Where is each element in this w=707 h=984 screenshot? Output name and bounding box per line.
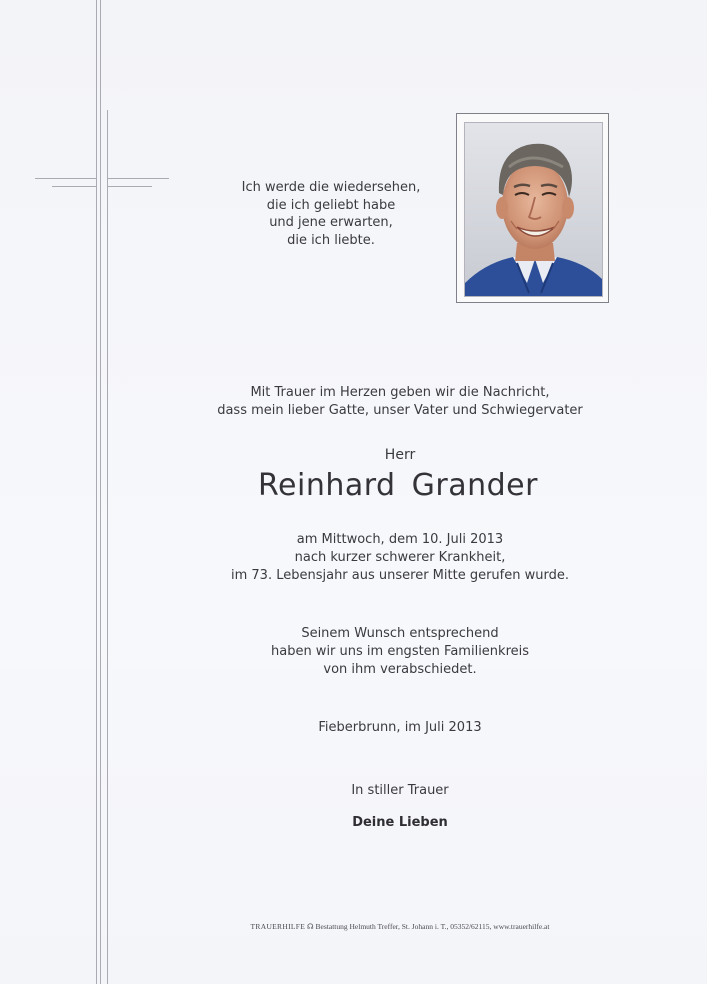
farewell-line: von ihm verabschiedet. bbox=[323, 662, 477, 677]
trauerhilfe-logo-icon: ☊ bbox=[306, 922, 314, 931]
verse-line: die ich liebte. bbox=[287, 232, 375, 248]
verse-line: die ich geliebt habe bbox=[266, 197, 396, 213]
footer-text: Bestattung Helmuth Treffer, St. Johann i. T., 05352/62115, www.trauerhilfe.at bbox=[315, 922, 550, 931]
death-notice-line: am Mittwoch, dem 10. Juli 2013 bbox=[296, 532, 504, 547]
farewell-line: haben wir uns im engsten Familienkreis bbox=[270, 644, 530, 659]
portrait-photo bbox=[464, 122, 603, 297]
verse-line: Ich werde die wiedersehen, bbox=[241, 180, 421, 195]
intro-line: dass mein lieber Gatte, unser Vater und Schwiegervater bbox=[217, 403, 583, 418]
intro-line: Mit Trauer im Herzen geben wir die Nachricht, bbox=[250, 385, 550, 400]
death-notice-line: im 73. Lebensjahr aus unserer Mitte gerufen wurde. bbox=[231, 568, 569, 583]
announcement-intro bbox=[160, 384, 640, 420]
death-notice-line: nach kurzer schwerer Krankheit, bbox=[294, 550, 506, 565]
farewell-notice bbox=[200, 625, 600, 679]
verse-line: und jene erwarten, bbox=[269, 215, 393, 230]
footer-imprint bbox=[150, 922, 650, 931]
portrait-frame bbox=[456, 113, 609, 303]
farewell-line: Seinem Wunsch entsprechend bbox=[301, 626, 499, 641]
sorrow-line: In stiller Trauer bbox=[351, 783, 449, 798]
signoff: Deine Lieben bbox=[352, 815, 448, 830]
deceased-name: Reinhard Grander bbox=[258, 468, 538, 503]
death-notice bbox=[200, 531, 600, 585]
footer-brand: TRAUERHILFE bbox=[250, 922, 306, 931]
memorial-verse bbox=[215, 179, 447, 249]
place-date: Fieberbrunn, im Juli 2013 bbox=[318, 720, 482, 735]
portrait-image bbox=[465, 123, 603, 297]
honorific: Herr bbox=[384, 447, 416, 463]
